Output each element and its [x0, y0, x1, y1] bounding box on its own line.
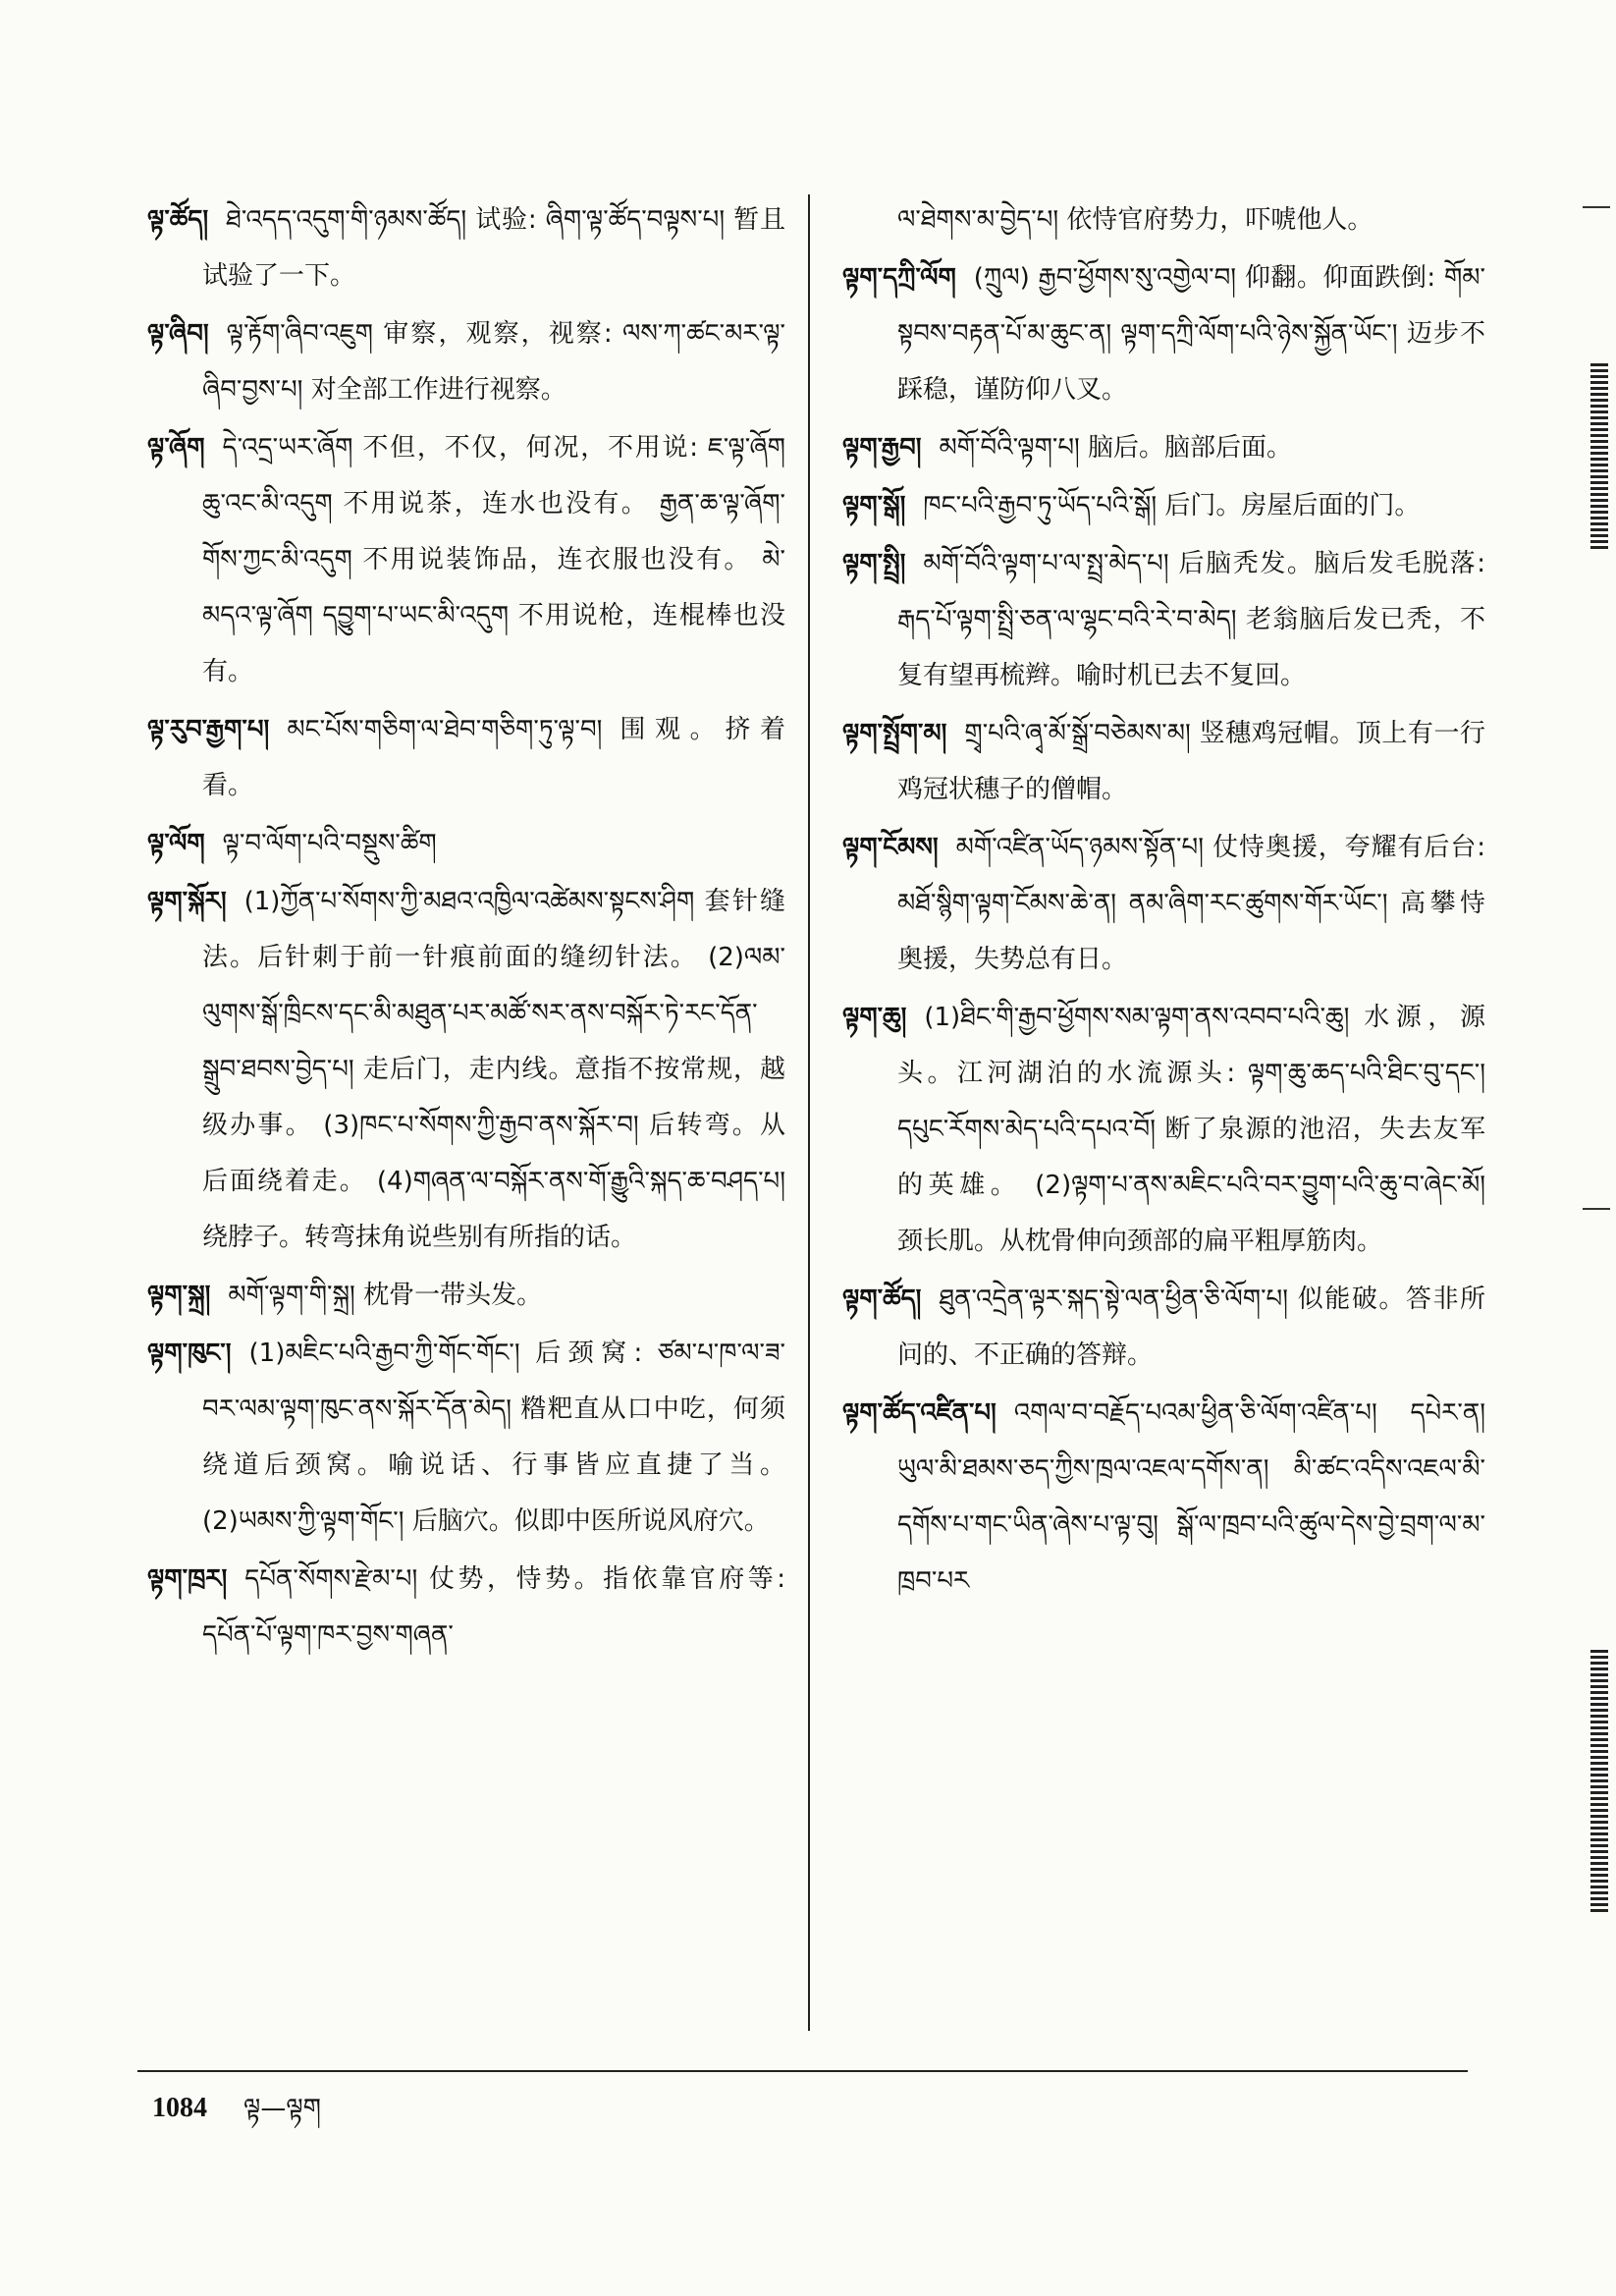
entry-definition: ལ་ཐེགས་མ་བྱེད་པ། 依恃官府势力，吓唬他人。	[897, 205, 1374, 235]
footer-rule	[137, 2070, 1468, 2072]
page-range: ལྟ—ལྟག	[243, 2094, 321, 2123]
dictionary-entry	[842, 478, 1485, 534]
dictionary-entry	[842, 250, 1485, 418]
page-footer	[152, 2080, 321, 2152]
dictionary-entry	[147, 816, 785, 872]
dictionary-entry	[842, 1272, 1485, 1384]
dictionary-entry	[842, 1386, 1485, 1610]
entry-definition: མགོ་ལྟག་གི་སྐྲ། 枕骨一带头发。	[228, 1281, 543, 1310]
dictionary-entry	[147, 1268, 785, 1324]
margin-bar	[1590, 1650, 1608, 1915]
entry-headword: ལྟག་སྐྲ།	[147, 1281, 211, 1310]
entry-headword: ལྟག་སྤྲོག་མ།	[842, 719, 947, 748]
entry-definition: ཐུན་འདྲེན་ལྟར་སྐད་སྟེ་ལན་ཕྱིན་ཅི་ལོག་པ། 似能破。答非所问的、不正确的答辩。	[897, 1285, 1485, 1370]
entry-headword: ལྟག་སྐོར།	[147, 887, 227, 916]
entry-headword: ལྟག་ཚོད།	[842, 1285, 922, 1314]
column-divider	[808, 194, 810, 2031]
dictionary-entry	[842, 706, 1485, 818]
dictionary-entry	[147, 1326, 785, 1550]
entry-definition: ཁང་པའི་རྒྱབ་ཏུ་ཡོད་པའི་སྒོ། 后门。房屋后面的门。	[923, 491, 1421, 520]
entry-definition: མགོ་འཛིན་ཡོད་ཉམས་སྟོན་པ། 仗恃奥援，夸耀有后台: མཐོ་སྙིག་ལྟག་ངོམས་ཆེ་ན། ནམ་ཞིག་རང་ཚུགས་གོར་ཡོང་། 高攀恃奥援，失势总有日。	[897, 833, 1485, 974]
dictionary-entry	[842, 420, 1485, 476]
entry-definition: གྲྭ་པའི་ཞྭ་མོ་སྒྲོ་བཅེམས་མ། 竖穗鸡冠帽。顶上有一行鸡冠状穗子的僧帽。	[897, 719, 1485, 804]
dictionary-entry	[147, 420, 785, 700]
left-column	[147, 192, 785, 1666]
entry-definition: དེ་འདྲ་ཡར་ཞོག 不但，不仅，何况，不用说: ཇ་ལྟ་ཞོག ཆུ་འང་མི་འདུག 不用说茶，连水也没有。 རྒྱན་ཆ་ལྟ་ཞོག་གོས་ཀྱང་མི་འདུག 不用说装饰品，连衣服也没有。 མེ་མདའ་ལྟ་ཞོག དབྱུག་པ་ཡང་མི་འདུག 不用说枪，连棍棒也没有。	[202, 433, 785, 686]
right-column	[842, 192, 1485, 1612]
entry-headword: ལྟག་ངོམས།	[842, 833, 939, 862]
entry-headword: ལྟག་ཆུ།	[842, 1003, 907, 1032]
dictionary-entry	[842, 990, 1485, 1270]
dictionary-entry	[147, 874, 785, 1266]
entry-definition: མགོ་བོའི་ལྟག་པ་ལ་སྤྲ་མེད་པ། 后脑秃发。脑后发毛脱落: རྒད་པོ་ལྟག་སྤྲི་ཅན་ལ་ལྷང་བའི་རེ་བ་མེད། 老翁脑后发已秃，不复有望再梳辫。喻时机已去不复回。	[897, 549, 1485, 690]
entry-headword: ལྟ་ཞོག	[147, 433, 205, 463]
entry-headword: ལྟག་ཁུང་།	[147, 1339, 232, 1368]
scan-margin-marks	[1557, 0, 1616, 2296]
entry-definition: མང་པོས་གཅིག་ལ་ཐེབ་གཅིག་ཏུ་ལྟ་བ། 围观。挤着看。	[202, 715, 785, 800]
entry-headword: ལྟ་རུབ་རྒྱག་པ།	[147, 715, 270, 744]
entry-headword: ལྟ་ཚོད།	[147, 205, 209, 235]
dictionary-entry	[147, 1552, 785, 1664]
dictionary-entry	[842, 536, 1485, 704]
entry-headword: ལྟག་རྒྱབ།	[842, 433, 922, 463]
dictionary-entry	[842, 820, 1485, 988]
dictionary-entry	[842, 192, 1485, 248]
entry-definition: ལྟ་རྟོག་ཞིབ་འཇུག 审察，观察，视察: ལས་ཀ་ཚང་མར་ལྟ་ཞིབ་བྱས་པ། 对全部工作进行视察。	[202, 319, 785, 405]
dictionary-entry	[147, 306, 785, 418]
dictionary-entry	[147, 702, 785, 814]
entry-definition: (1)ཀྱོན་པ་སོགས་ཀྱི་མཐའ་འཁྱིལ་འཚེམས་སྟངས་ཤིག 套针缝法。后针刺于前一针痕前面的缝纫针法。 (2)ལམ་ལུགས་སྒོ་ཁྲིངས་དང་མི་མཐུན་པར་མཚོ་སར་ནས་བསྐོར་ཏེ་རང་དོན་སྒྲུབ་ཐབས་བྱེད་པ། 走后门，走内线。意指不按常规，越级办事。 (3)ཁང་པ་སོགས་ཀྱི་རྒྱབ་ནས་སྐོར་བ། 后转弯。从后面绕着走。 (4)གཞན་ལ་བསྐོར་ནས་གོ་རྒྱུའི་སྐད་ཆ་བཤད་པ། 绕脖子。转弯抹角说些别有所指的话。	[202, 887, 785, 1252]
dictionary-entry	[147, 192, 785, 304]
entry-headword: ལྟ་ཞིབ།	[147, 319, 209, 349]
entry-headword: ལྟག་ཁྲར།	[147, 1564, 228, 1594]
entry-definition: མགོ་བོའི་ལྟག་པ། 脑后。脑部后面。	[939, 433, 1293, 463]
entry-definition: (1)མཇིང་པའི་རྒྱབ་ཀྱི་གོང་གོང་། 后颈窝: ཙམ་པ་ཁ་ལ་ཟ་བར་ལམ་ལྟག་ཁུང་ནས་སྐོར་དོན་མེད། 糌粑直从口中吃，何须绕道后颈窝。喻说话、行事皆应直捷了当。 (2)ཡམས་ཀྱི་ལྟག་གོང་། 后脑穴。似即中医所说风府穴。	[202, 1339, 785, 1536]
entry-headword: ལྟག་སྤྲི།	[842, 549, 906, 578]
page-number: 1084	[152, 2093, 207, 2123]
margin-tick	[1583, 1208, 1610, 1210]
entry-definition: དཔོན་སོགས་རྫེམ་པ། 仗势，恃势。指依靠官府等: དཔོན་པོ་ལྟག་ཁར་བྱས་གཞན་	[202, 1564, 785, 1650]
margin-bar	[1590, 363, 1608, 550]
entry-headword: ལྟག་ཚོད་འཛིན་པ།	[842, 1398, 997, 1428]
entry-definition: ཐེ་འདད་འདུག་གི་ཉམས་ཚོད། 试验: ཞིག་ལྟ་ཚོད་བལྟས་པ། 暂且试验了一下。	[202, 205, 785, 291]
entry-definition: (ཀྲུལ) རྒྱབ་ཕྱོགས་སུ་འགྱེལ་བ། 仰翻。仰面跌倒: གོམ་སྟབས་བརྟན་པོ་མ་ཆུང་ན། ལྟག་དཀྲི་ལོག་པའི་ཉེས་སྐྱོན་ཡོང་། 迈步不踩稳，谨防仰八叉。	[897, 263, 1485, 405]
entry-headword: ལྟག་སྒོ།	[842, 491, 906, 520]
margin-tick	[1583, 206, 1610, 208]
entry-headword: ལྟག་དཀྲི་ལོག	[842, 263, 956, 293]
entry-definition: ལྟ་བ་ལོག་པའི་བསྡུས་ཚིག	[222, 829, 437, 858]
entry-definition: འགལ་བ་བརྗོད་པའམ་ཕྱིན་ཅི་ལོག་འཛིན་པ། དཔེར་ན། ཡུལ་མི་ཐམས་ཅད་ཀྱིས་ཁྲལ་འཇལ་དགོས་ན། མི་ཚང་འདིས་འཇལ་མི་དགོས་པ་གང་ཡིན་ཞེས་པ་ལྟ་བུ། སྒོ་ལ་ཁྲབ་པའི་ཚུལ་དེས་བྱེ་བྲག་ལ་མ་ཁྲབ་པར	[897, 1398, 1485, 1596]
entry-headword: ལྟ་ལོག	[147, 829, 205, 858]
entry-definition: (1)ཐིང་གི་རྒྱབ་ཕྱོགས་སམ་ལྟག་ནས་འབབ་པའི་ཆུ། 水源，源头。江河湖泊的水流源头: ལྟག་ཆུ་ཆད་པའི་ཐིང་བུ་དང་། དཔུང་རོགས་མེད་པའི་དཔའ་བོ། 断了泉源的池沼，失去友军的英雄。 (2)ལྟག་པ་ནས་མཇིང་པའི་བར་བྱུག་པའི་ཆུ་བ་ཞེང་མོ། 颈长肌。从枕骨伸向颈部的扁平粗厚筋肉。	[897, 1003, 1485, 1256]
